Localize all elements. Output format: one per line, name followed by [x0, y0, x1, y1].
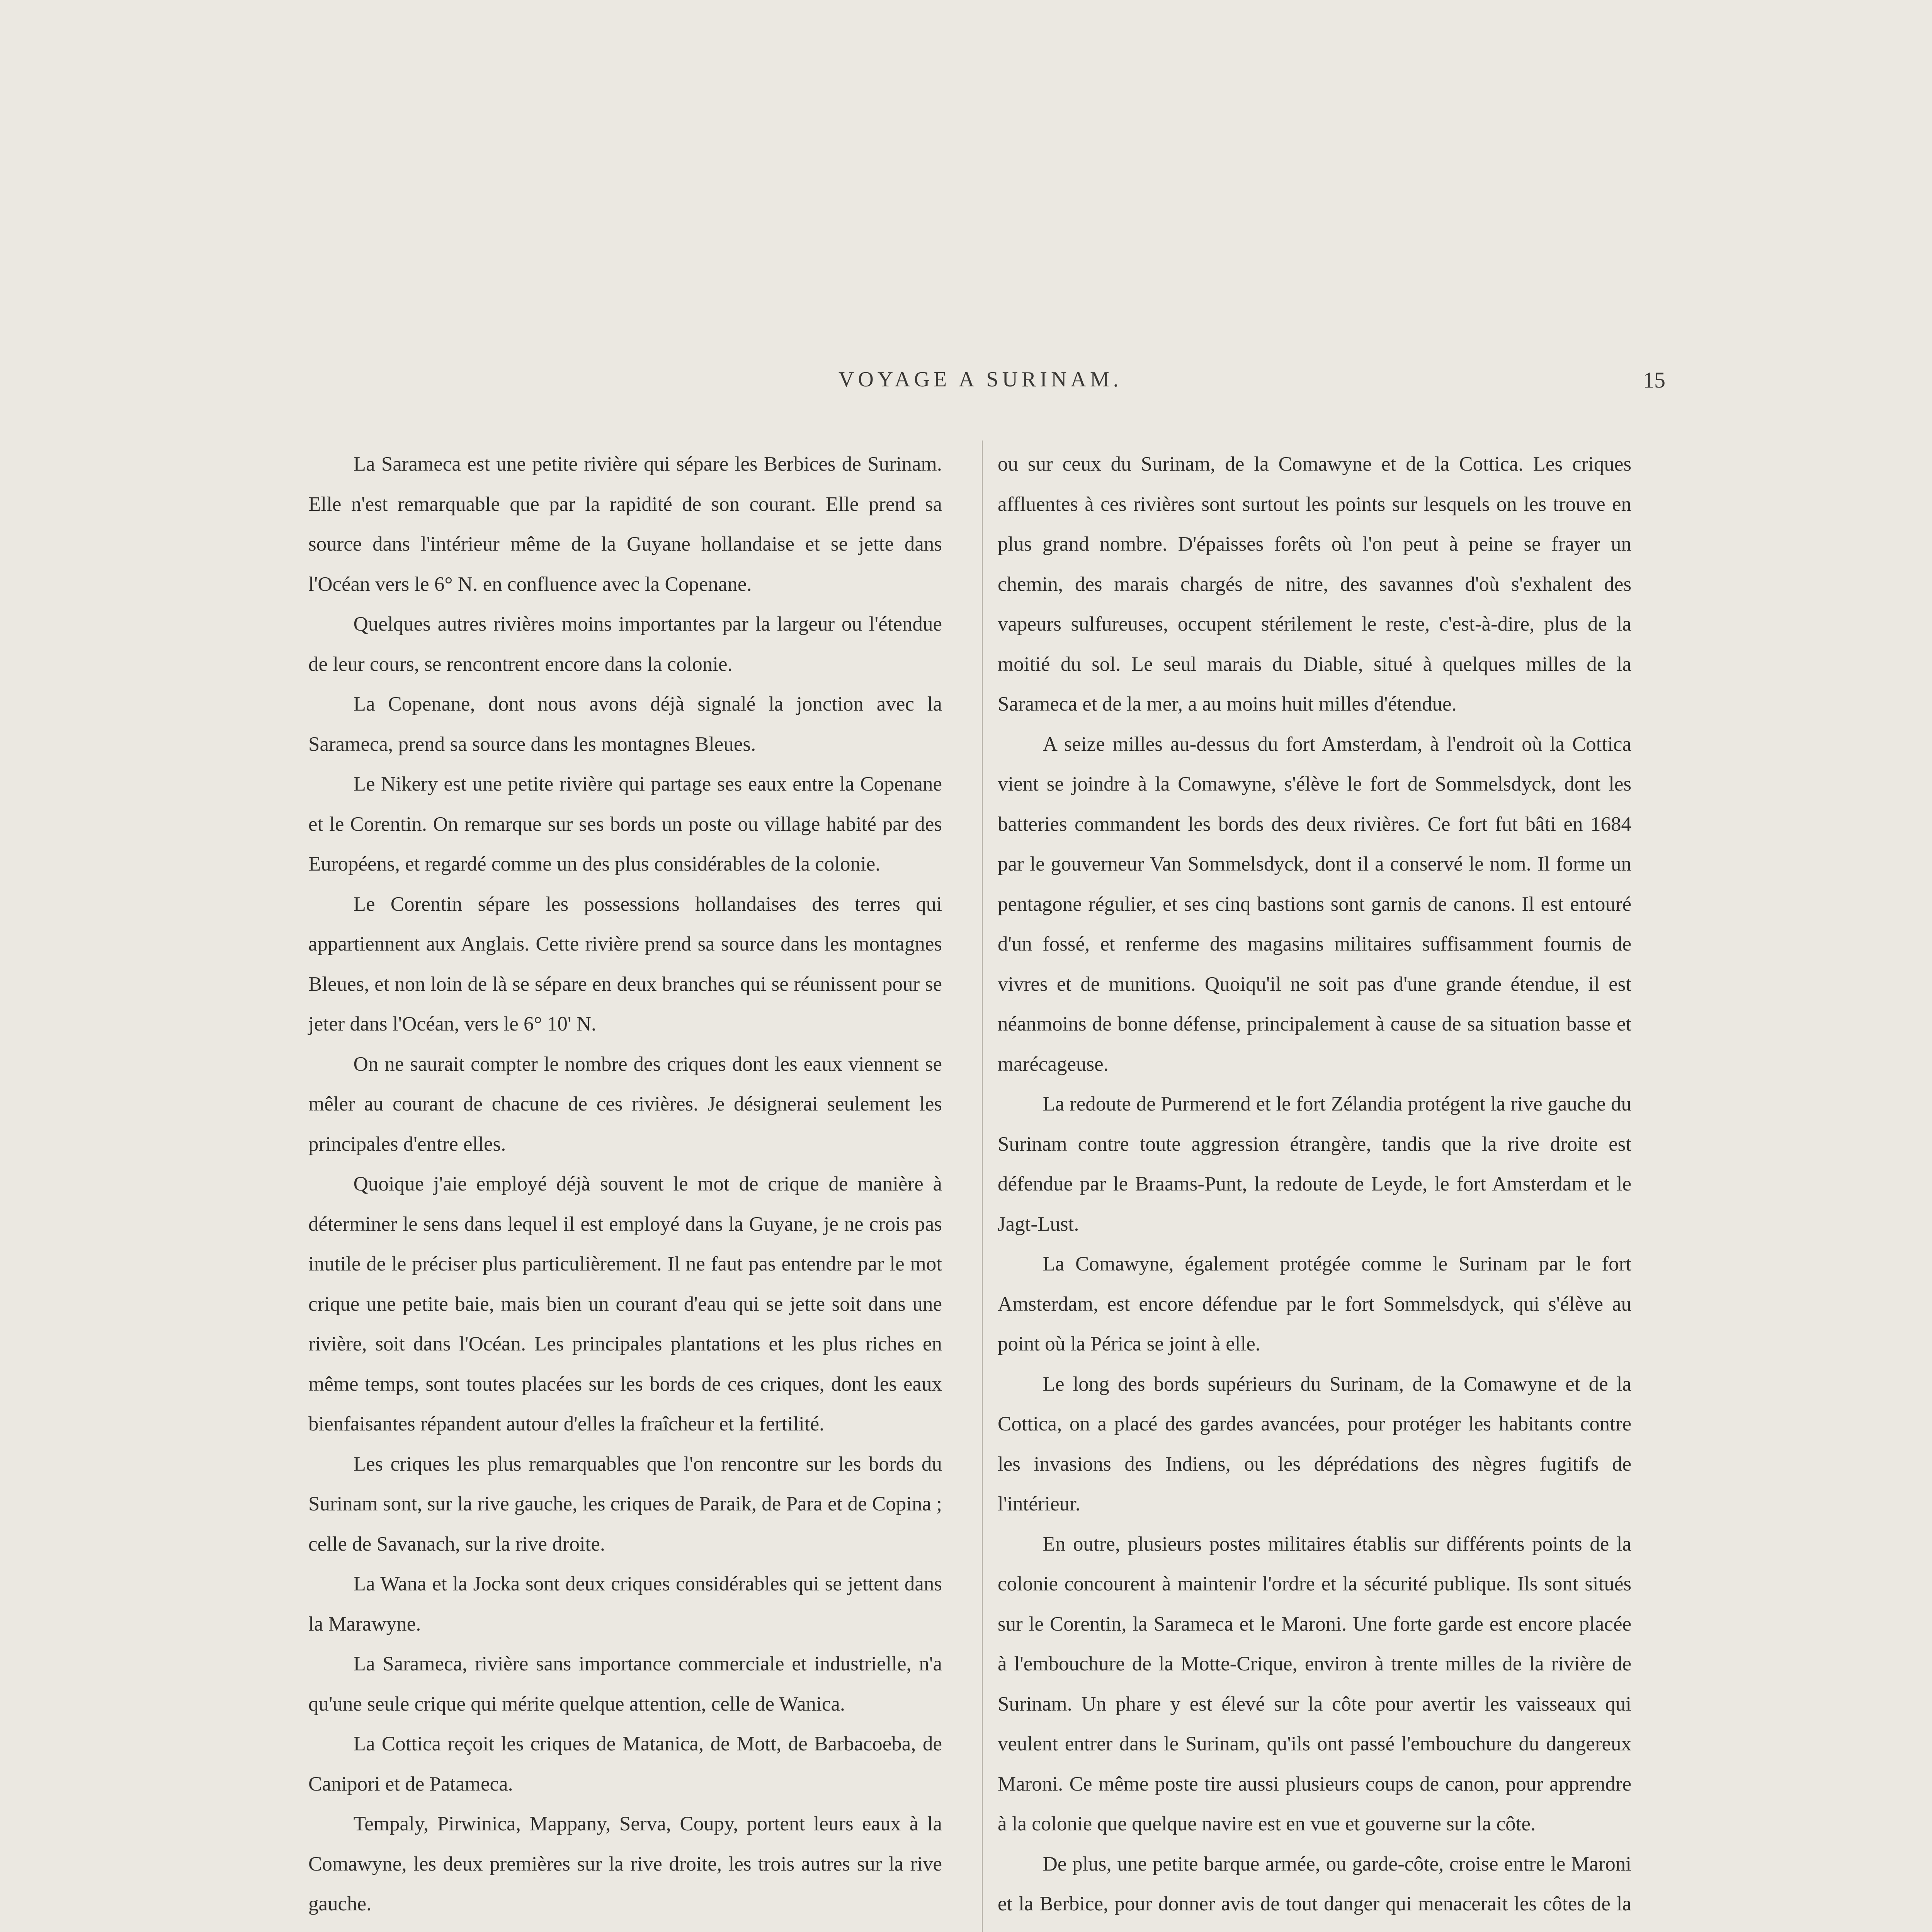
running-head: [0, 367, 1932, 398]
paragraph: La Copenane, dont nous avons déjà signalé la jonction avec la Sarameca, prend sa source dans les montagnes Bleues.: [308, 693, 942, 755]
running-title: VOYAGE A SURINAM.: [838, 367, 1122, 391]
paragraph: On ne saurait compter le nombre des criques dont les eaux viennent se mêler au courant de chacune de ces rivières. Je désignerai seulement les principales d'entre elles.: [308, 1053, 942, 1155]
paragraph: Les criques les plus remarquables que l'on rencontre sur les bords du Surinam sont, sur la rive gauche, les criques de Paraik, de Para et de Copina ; celle de Savanach, sur la rive droite.: [308, 1452, 942, 1555]
paragraph: La Comawyne, également protégée comme le Surinam par le fort Amsterdam, est encore défendue par le fort Sommelsdyck, qui s'élève au point où la Périca se joint à elle.: [998, 1253, 1631, 1355]
paragraph: Quelques autres rivières moins importantes par la largeur ou l'étendue de leur cours, se rencontrent encore dans la colonie.: [308, 613, 942, 675]
paragraph: Le Corentin sépare les possessions hollandaises des terres qui appartiennent aux Anglais. Cette rivière prend sa source dans les montagnes Bleues, et non loin de là se sépare en deux branches qui se réunissent pour se jeter dans l'Océan, vers le 6° 10' N.: [308, 893, 942, 1035]
paragraph: [308, 1924, 942, 1932]
paragraph: Le Nikery est une petite rivière qui partage ses eaux entre la Copenane et le Corentin. On remarque sur ses bords un poste ou village habité par des Européens, et regardé comme un des plus considérables de la colonie.: [308, 773, 942, 875]
left-column: [308, 444, 942, 1932]
paragraph: A seize milles au-dessus du fort Amsterdam, à l'endroit où la Cottica vient se joindre à la Comawyne, s'élève le fort de Sommelsdyck, dont les batteries commandent les bords des deux rivières. Ce fort fut bâti en 1684 par le gouverneur Van Sommelsdyck, dont il a conservé le nom. Il forme un pentagone régulier, et ses cinq bastions sont garnis de canons. Il est entouré d'un fossé, et renferme des magasins militaires suffisamment fournis de vivres et de munitions. Quoiqu'il ne soit pas d'une grande étendue, il est néanmoins de bonne défense, principalement à cause de sa situation basse et marécageuse.: [998, 733, 1631, 1075]
page-number: 15: [1643, 367, 1665, 393]
paragraph: De plus, une petite barque armée, ou garde-côte, croise entre le Maroni et la Berbice, pour donner avis de tout danger qui menacerait les côtes de la: [998, 1852, 1631, 1915]
paragraph: La Cottica reçoit les criques de Matanica, de Mott, de Barbacoeba, de Canipori et de Patameca.: [308, 1733, 942, 1795]
paragraph: Tempaly, Pirwinica, Mappany, Serva, Coupy, portent leurs eaux à la Comawyne, les deux premières sur la rive droite, les trois autres sur la rive gauche.: [308, 1813, 942, 1915]
paragraph: La Wana et la Jocka sont deux criques considérables qui se jettent dans la Marawyne.: [308, 1573, 942, 1635]
paragraph: Quoique j'aie employé déjà souvent le mot de crique de manière à déterminer le sens dans lequel il est employé dans la Guyane, je ne crois pas inutile de le préciser plus particulièrement. Il ne faut pas entendre par le mot crique une petite baie, mais bien un courant d'eau qui se jette soit dans une rivière, soit dans l'Océan. Les principales plantations et les plus riches en même temps, sont toutes placées sur les bords de ces criques, dont les eaux bienfaisantes répandent autour d'elles la fraîcheur et la fertilité.: [308, 1173, 942, 1435]
right-column: [998, 444, 1631, 1932]
paragraph-continued: ou sur ceux du Surinam, de la Comawyne et de la Cottica. Les criques affluentes à ces rivières sont surtout les points sur lesquels on les trouve en plus grand nombre. D'épaisses forêts où l'on peut à peine se frayer un chemin, des marais chargés de nitre, des savannes d'où s'exhalent des vapeurs sulfureuses, occupent stérilement le reste, c'est-à-dire, plus de la moitié du sol. Le seul marais du Diable, situé à quelques milles de la Sarameca et de la mer, a au moins huit milles d'étendue.: [998, 453, 1631, 715]
paragraph: Le long des bords supérieurs du Surinam, de la Comawyne et de la Cottica, on a placé des gardes avancées, pour protéger les habitants contre les invasions des Indiens, ou les déprédations des nègres fugitifs de l'intérieur.: [998, 1372, 1631, 1515]
paragraph: La redoute de Purmerend et le fort Zélandia protégent la rive gauche du Surinam contre toute aggression étrangère, tandis que la rive droite est défendue par le Braams-Punt, la redoute de Leyde, le fort Amsterdam et le Jagt-Lust.: [998, 1093, 1631, 1235]
paragraph: En outre, plusieurs postes militaires établis sur différents points de la colonie concourent à maintenir l'ordre et la sécurité publique. Ils sont situés sur le Corentin, la Sarameca et le Maroni. Une forte garde est encore placée à l'embouchure de la Motte-Crique, environ à trente milles de la rivière de Surinam. Un phare y est élevé sur la côte pour avertir les vaisseaux qui veulent entrer dans le Surinam, qu'ils ont passé l'embouchure du dangereux Maroni. Ce même poste tire aussi plusieurs coups de canon, pour apprendre à la colonie que quelque navire est en vue et gouverne sur la côte.: [998, 1532, 1631, 1835]
paragraph: La Sarameca est une petite rivière qui sépare les Berbices de Surinam. Elle n'est remarquable que par la rapidité de son courant. Elle prend sa source dans l'intérieur même de la Guyane hollandaise et se jette dans l'Océan vers le 6° N. en confluence avec la Copenane.: [308, 453, 942, 595]
column-divider: [982, 440, 983, 1932]
paragraph: La Sarameca, rivière sans importance commerciale et industrielle, n'a qu'une seule crique qui mérite quelque attention, celle de Wanica.: [308, 1653, 942, 1715]
